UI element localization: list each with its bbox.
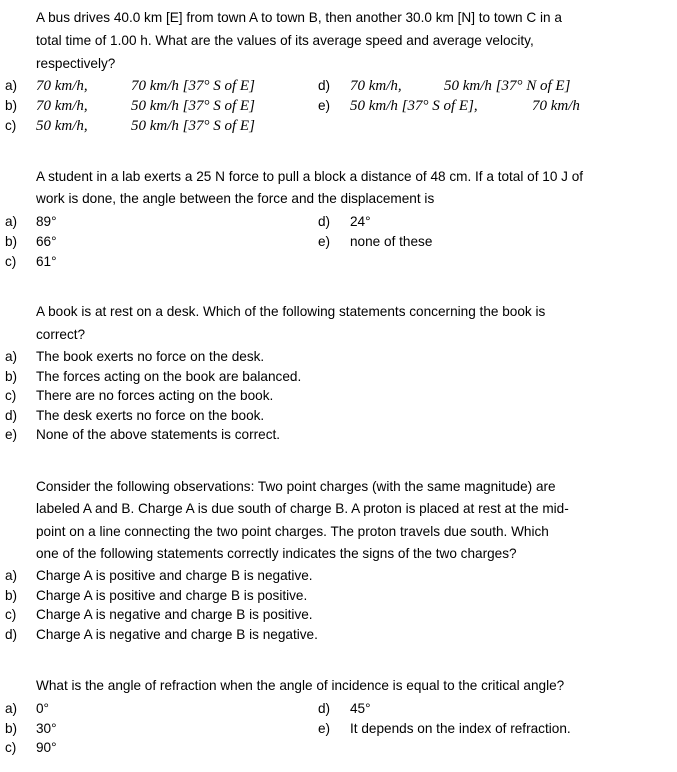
question-4-stem-line-1: Consider the following observations: Two point charges (with the same magnitude) are [36,479,556,494]
option-label: c) [5,607,17,622]
option-label: c) [5,740,17,755]
option-speed: 50 km/h, [36,118,88,134]
option-label: a) [5,349,18,364]
option-label: b) [5,369,18,384]
option-text: 90° [36,740,57,755]
option-text: 89° [36,214,57,229]
option-text: none of these [350,234,433,249]
option-label: d) [318,701,331,716]
question-5-stem-line-1: What is the angle of refraction when the angle of incidence is equal to the critical angle? [36,678,565,693]
option-label: e) [5,427,18,442]
option-label: c) [5,118,17,133]
question-1-stem-line-1: A bus drives 40.0 km [E] from town A to town B, then another 30.0 km [N] to town C in a [36,10,562,25]
question-4-stem-line-4: one of the following statements correctly indicates the signs of the two charges? [36,546,517,561]
option-label: e) [318,721,331,736]
option-velocity: 70 km/h [37° S of E] [131,78,255,94]
option-text: None of the above statements is correct. [36,427,281,442]
option-text: 24° [350,214,371,229]
question-2-stem-line-2: work is done, the angle between the force and the displacement is [36,191,435,206]
option-label: b) [5,721,18,736]
option-label: b) [5,588,18,603]
option-text: 45° [350,701,371,716]
option-label: d) [5,408,18,423]
option-label: b) [5,98,18,113]
option-text: 61° [36,254,57,269]
option-label: e) [318,98,331,113]
question-4-stem-line-3: point on a line connecting the two point charges. The proton travels due south. Which [36,524,549,539]
option-velocity: 50 km/h [37° N of E] [444,78,571,94]
option-text: Charge A is positive and charge B is negative. [36,568,313,583]
question-2-stem-line-1: A student in a lab exerts a 25 N force to pull a block a distance of 48 cm. If a total of 10 J of [36,169,584,184]
question-1-stem-line-2: total time of 1.00 h. What are the values of its average speed and average velocity, [36,33,534,48]
option-label: a) [5,568,18,583]
option-text: 66° [36,234,57,249]
option-text: Charge A is negative and charge B is negative. [36,627,318,642]
option-text: The book exerts no force on the desk. [36,349,265,364]
option-label: d) [5,627,18,642]
option-velocity: 50 km/h [37° S of E] [131,98,255,114]
option-label: d) [318,214,331,229]
option-text: 0° [36,701,49,716]
option-label: c) [5,254,17,269]
option-label: d) [318,78,331,93]
option-text: Charge A is positive and charge B is positive. [36,588,308,603]
option-speed: 70 km/h, [36,98,88,114]
option-label: e) [318,234,331,249]
option-label: a) [5,701,18,716]
question-4-stem-line-2: labeled A and B. Charge A is due south of charge B. A proton is placed at rest at the mid- [36,501,569,516]
option-text: The desk exerts no force on the book. [36,408,265,423]
option-text: There are no forces acting on the book. [36,388,274,403]
question-3-stem-line-1: A book is at rest on a desk. Which of the following statements concerning the book is [36,304,546,319]
option-velocity: 50 km/h [37° S of E] [131,118,255,134]
option-label: c) [5,388,17,403]
question-1-stem-line-3: respectively? [36,56,116,71]
option-speed: 70 km/h, [350,78,402,94]
option-label: b) [5,234,18,249]
option-label: a) [5,214,18,229]
option-text: 30° [36,721,57,736]
option-speed: 70 km/h, [36,78,88,94]
option-text: Charge A is negative and charge B is positive. [36,607,313,622]
option-text: The forces acting on the book are balanced. [36,369,302,384]
option-label: a) [5,78,18,93]
option-velocity: 70 km/h [532,98,580,114]
option-speed: 50 km/h [37° S of E], [350,98,478,114]
question-3-stem-line-2: correct? [36,327,86,342]
option-text: It depends on the index of refraction. [350,721,571,736]
